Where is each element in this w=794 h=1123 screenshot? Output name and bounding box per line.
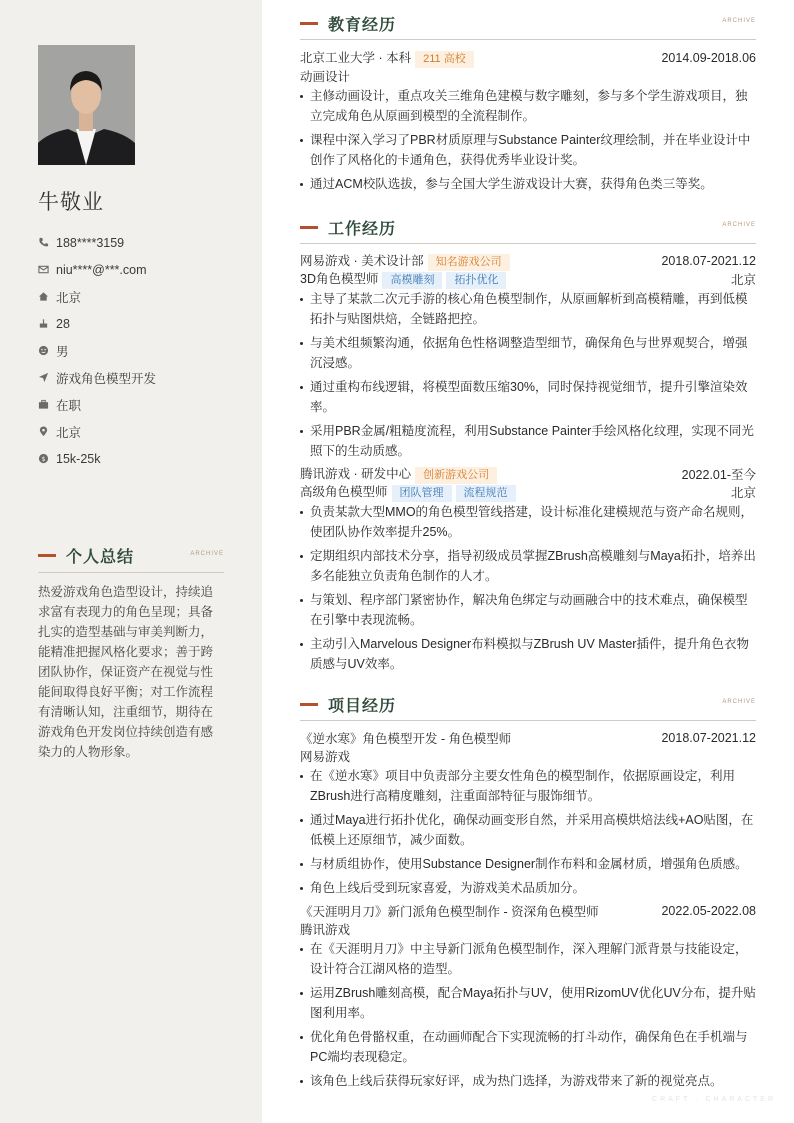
job-city: 北京: [730, 486, 756, 500]
education-bullets: [300, 86, 756, 194]
list-item: 主导了某款二次元手游的核心角色模型制作，从原画解析到高模精雕，再到低模拓扑与贴图烘焙，全链路把控。: [300, 289, 756, 329]
company-name: 腾讯游戏 · 研发中心: [300, 467, 412, 481]
summary-heading: [38, 544, 224, 573]
list-item: 与材质组协作，使用Substance Designer制作布料和金属材质，增强角色质感。: [300, 854, 756, 874]
company-row: [300, 465, 756, 483]
summary-archive-tag: ARCHIVE: [190, 551, 224, 557]
project-bullets: [300, 766, 756, 898]
list-item: 采用PBR金属/粗糙度流程，利用Substance Painter手绘风格化纹理，实现不同光照下的生动质感。: [300, 421, 756, 461]
project-company-row: [300, 747, 756, 765]
job-role: 高级角色模型师: [300, 485, 388, 499]
list-item: 与美术组频繁沟通，依据角色性格调整造型细节，确保角色与世界观契合，增强沉浸感。: [300, 333, 756, 373]
list-item: 该角色上线后获得玩家好评，成为热门选择，为游戏带来了新的视觉亮点。: [300, 1071, 756, 1091]
target-text: 游戏角色模型开发: [56, 371, 157, 386]
skill-tag: 流程规范: [456, 485, 516, 502]
school-name: 北京工业大学 · 本科: [300, 51, 412, 65]
send-icon: [38, 372, 49, 383]
home-icon: [38, 291, 49, 302]
list-item: 通过Maya进行拓扑优化，确保动画变形自然，并采用高模烘焙法线+AO贴图，在低模上还原细节，减少面数。: [300, 810, 756, 850]
school-badge: 211 高校: [415, 51, 474, 68]
salary-text: 15k-25k: [56, 451, 101, 466]
sidebar: [0, 0, 262, 1123]
company-badge: 创新游戏公司: [415, 467, 497, 484]
info-email: [38, 256, 238, 283]
major-row: [300, 67, 756, 85]
summary-title: 个人总结: [66, 549, 135, 566]
work-archive-tag: ARCHIVE: [722, 222, 756, 228]
info-target: [38, 364, 238, 391]
profile-photo: [38, 45, 135, 165]
projects-heading: [300, 682, 756, 721]
svg-text:$: $: [41, 454, 46, 463]
cake-icon: [38, 318, 49, 329]
list-item: 在《天涯明月刀》中主导新门派角色模型制作，深入理解门派背景与技能设定，设计符合江湖风格的造型。: [300, 939, 756, 979]
job-date: 2018.07-2021.12: [661, 254, 756, 268]
job-city: 北京: [730, 273, 756, 287]
job-date: 2022.01-至今: [681, 468, 756, 482]
list-item: 运用ZBrush雕刻高模，配合Maya拓扑与UV，使用RizomUV优化UV分布，提升贴图利用率。: [300, 983, 756, 1023]
age-text: 28: [56, 316, 70, 331]
phone-text: 188****3159: [56, 235, 125, 250]
project-bullets: [300, 939, 756, 1091]
list-item: 负责某款大型MMO的角色模型管线搭建，设计标准化建模规范与资产命名规则，使团队协作效率提升25%。: [300, 502, 756, 542]
skill-tag: 团队管理: [392, 485, 452, 502]
role-row: [300, 483, 756, 501]
status-text: 在职: [56, 398, 82, 413]
list-item: 通过ACM校队选拔，参与全国大学生游戏设计大赛，获得角色类三等奖。: [300, 174, 756, 194]
job-bullets: [300, 289, 756, 461]
list-item: 与策划、程序部门紧密协作，解决角色绑定与动画融合中的技术难点，确保模型在引擎中表现流畅。: [300, 590, 756, 630]
heading-accent-bar: [38, 554, 56, 557]
education-entry: [300, 49, 756, 194]
list-item: 角色上线后受到玩家喜爱，为游戏美术品质加分。: [300, 878, 756, 898]
list-item: 通过重构布线逻辑，将模型面数压缩30%，同时保持视觉细节，提升引擎渲染效率。: [300, 377, 756, 417]
heading-accent-bar: [300, 22, 318, 25]
project-company: 腾讯游戏: [300, 923, 351, 937]
list-item: 优化角色骨骼权重，在动画师配合下实现流畅的打斗动作，确保角色在手机端与PC端均表现稳定。: [300, 1027, 756, 1067]
job-role: 3D角色模型师: [300, 272, 379, 286]
project-entry-1: [300, 729, 756, 898]
info-status: [38, 391, 238, 418]
project-date: 2018.07-2021.12: [661, 731, 756, 745]
project-name: 《逆水寒》角色模型开发 - 角色模型师: [300, 732, 512, 746]
location-text: 北京: [56, 425, 82, 440]
list-item: 主动引入Marvelous Designer布料模拟与ZBrush UV Master插件，提升角色衣物质感与UV效率。: [300, 634, 756, 674]
email-text: niu****@***.com: [56, 262, 147, 277]
major: 动画设计: [300, 70, 351, 84]
list-item: 在《逆水寒》项目中负责部分主要女性角色的模型制作，依据原画设定，利用ZBrush进行高精度雕刻，注重面部特征与服饰细节。: [300, 766, 756, 806]
work-entry-1: [300, 252, 756, 461]
briefcase-icon: [38, 399, 49, 410]
job-bullets: [300, 502, 756, 674]
project-company-row: [300, 920, 756, 938]
list-item: 定期组织内部技术分享，指导初级成员掌握ZBrush高模雕刻与Maya拓扑，培养出多名能独立负责角色制作的人才。: [300, 546, 756, 586]
project-row: [300, 729, 756, 747]
gender-text: 男: [56, 344, 69, 359]
education-row: [300, 49, 756, 67]
company-row: [300, 252, 756, 270]
projects-archive-tag: ARCHIVE: [722, 699, 756, 705]
salary-icon: [38, 453, 49, 464]
list-item: 课程中深入学习了PBR材质原理与Substance Painter纹理绘制，并在毕业设计中创作了风格化的卡通角色，获得优秀毕业设计奖。: [300, 130, 756, 170]
heading-accent-bar: [300, 226, 318, 229]
face-icon: [38, 345, 49, 356]
work-title: 工作经历: [328, 221, 397, 238]
education-title: 教育经历: [328, 17, 397, 34]
info-location: [38, 418, 238, 445]
phone-icon: [38, 237, 49, 248]
project-company: 网易游戏: [300, 750, 351, 764]
work-heading: [300, 205, 756, 244]
home-text: 北京: [56, 290, 82, 305]
summary-text: 热爱游戏角色造型设计，持续追求富有表现力的角色呈现；具备扎实的造型基础与审美判断力，能精准把握风格化要求；善于跨团队协作，保证资产在视觉与性能间取得良好平衡；对工作流程有清晰认知，注重细节，期待在游戏角色开发岗位持续创造有感染力的人物形象。: [38, 585, 214, 759]
work-entry-2: [300, 465, 756, 674]
project-entry-2: [300, 902, 756, 1091]
skill-tag: 拓扑优化: [446, 272, 506, 289]
education-heading: [300, 1, 756, 40]
info-home: [38, 283, 238, 310]
mail-icon: [38, 264, 49, 275]
project-row: [300, 902, 756, 920]
info-age: [38, 310, 238, 337]
projects-title: 项目经历: [328, 698, 397, 715]
contact-info: [38, 229, 238, 472]
list-item: 主修动画设计，重点攻关三维角色建模与数字雕刻，参与多个学生游戏项目，独立完成角色从原画到模型的全流程制作。: [300, 86, 756, 126]
info-salary: [38, 445, 238, 472]
role-row: [300, 270, 756, 288]
project-name: 《天涯明月刀》新门派角色模型制作 - 资深角色模型师: [300, 905, 599, 919]
education-date: 2014.09-2018.06: [661, 51, 756, 65]
info-gender: [38, 337, 238, 364]
info-phone: [38, 229, 238, 256]
company-name: 网易游戏 · 美术设计部: [300, 254, 424, 268]
company-badge: 知名游戏公司: [428, 254, 510, 271]
education-archive-tag: ARCHIVE: [722, 18, 756, 24]
heading-accent-bar: [300, 703, 318, 706]
skill-tag: 高模雕刻: [382, 272, 442, 289]
candidate-name: 牛敬业: [38, 191, 104, 214]
main-content: [300, 0, 756, 1095]
watermark: CRAFT · CHARACTER: [652, 1096, 776, 1103]
location-icon: [38, 426, 49, 437]
project-date: 2022.05-2022.08: [661, 904, 756, 918]
